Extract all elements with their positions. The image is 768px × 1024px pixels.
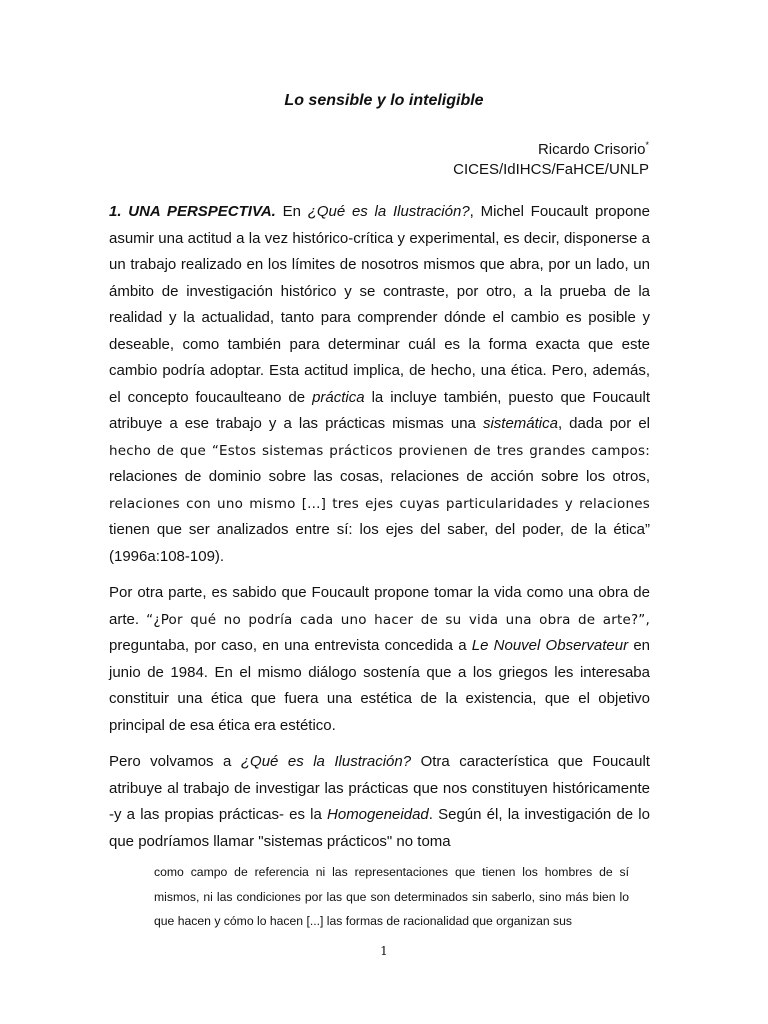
text-run: en junio de 1984. En el mismo diálogo sostenía que a los griegos les interesaba constituir una ética que fuera una estética de la existencia, que el objetivo principal de esa ética era estético. <box>109 637 651 734</box>
italic-run: ¿Qué es la Ilustración? <box>307 203 470 220</box>
quoted-run: “¿Por qué no podría cada uno hacer de su vida una obra de arte?”, <box>146 611 650 628</box>
text-run: relaciones de dominio sobre las cosas, relaciones de acción sobre los otros, <box>109 468 650 485</box>
paragraph-1 <box>109 199 650 570</box>
footnote-mark: * <box>645 140 649 150</box>
italic-run: Le Nouvel Observateur <box>471 637 629 654</box>
text-run: Pero volvamos a <box>109 753 241 770</box>
italic-run: ¿Qué es la Ilustración? <box>240 753 412 770</box>
paragraph-3 <box>109 749 650 855</box>
section-heading: 1. UNA PERSPECTIVA. <box>109 203 276 220</box>
quoted-run: hecho de que “Estos sistemas prácticos provienen de tres grandes campos: <box>109 442 650 459</box>
text-run: , Michel Foucault propone asumir una actitud a la vez histórico-crítica y experimental, es decir, disponerse a un trabajo realizado en los límites de nosotros mismos que abra, por un lado, un ámbito de investigación histórico y se contraste, por otro, a la prueba de la realidad y la actualidad, tanto para comprender dónde el cambio es posible y deseable, como también para determinar cuál es la forma exacta que este cambio podría adoptar. Esta actitud implica, de hecho, una ética. Pero, además, el concepto foucaulteano de <box>109 203 650 406</box>
page-number: 1 <box>380 944 388 958</box>
text-run: la incluye también, puesto que Foucault atribuye a ese trabajo y a las prácticas mismas una <box>109 388 650 432</box>
italic-run: sistemática <box>482 415 558 432</box>
author-affiliation: CICES/IdIHCS/FaHCE/UNLP <box>453 161 649 178</box>
author-name-line <box>453 140 649 160</box>
italic-run: Homogeneidad <box>327 806 429 823</box>
text-run: Otra característica que Foucault atribuye al trabajo de investigar las prácticas que nos constituyen históricamente -y a las propias prácticas- es la <box>109 753 650 823</box>
author-block <box>453 140 649 180</box>
block-quote: como campo de referencia ni las representaciones que tienen los hombres de sí mismos, ni las condiciones por las que son determinados sin saberlo, sino más bien lo que hacen y cómo lo hacen [...] las formas de racionalidad que organizan sus <box>154 865 629 928</box>
text-run: , dada por el <box>557 415 650 432</box>
italic-run: práctica <box>312 388 365 406</box>
text-run: En <box>275 203 308 220</box>
text-run: . Según él, la investigación de lo que podríamos llamar "sistemas prácticos" no toma <box>109 806 650 850</box>
document-title: Lo sensible y lo inteligible <box>284 92 484 109</box>
quoted-run: relaciones con uno mismo [...] tres ejes cuyas particularidades y relaciones <box>109 495 650 512</box>
author-name: Ricardo Crisorio <box>537 141 646 158</box>
paragraph-2 <box>109 580 650 739</box>
body-text <box>109 199 650 865</box>
text-run: tienen que ser analizados entre sí: los ejes del saber, del poder, de la ética” (1996a:108-109). <box>109 521 650 565</box>
text-run: Por otra parte, es sabido que Foucault propone tomar la vida como una obra de arte. <box>109 584 650 628</box>
text-run: preguntaba, por caso, en una entrevista concedida a <box>109 637 472 654</box>
